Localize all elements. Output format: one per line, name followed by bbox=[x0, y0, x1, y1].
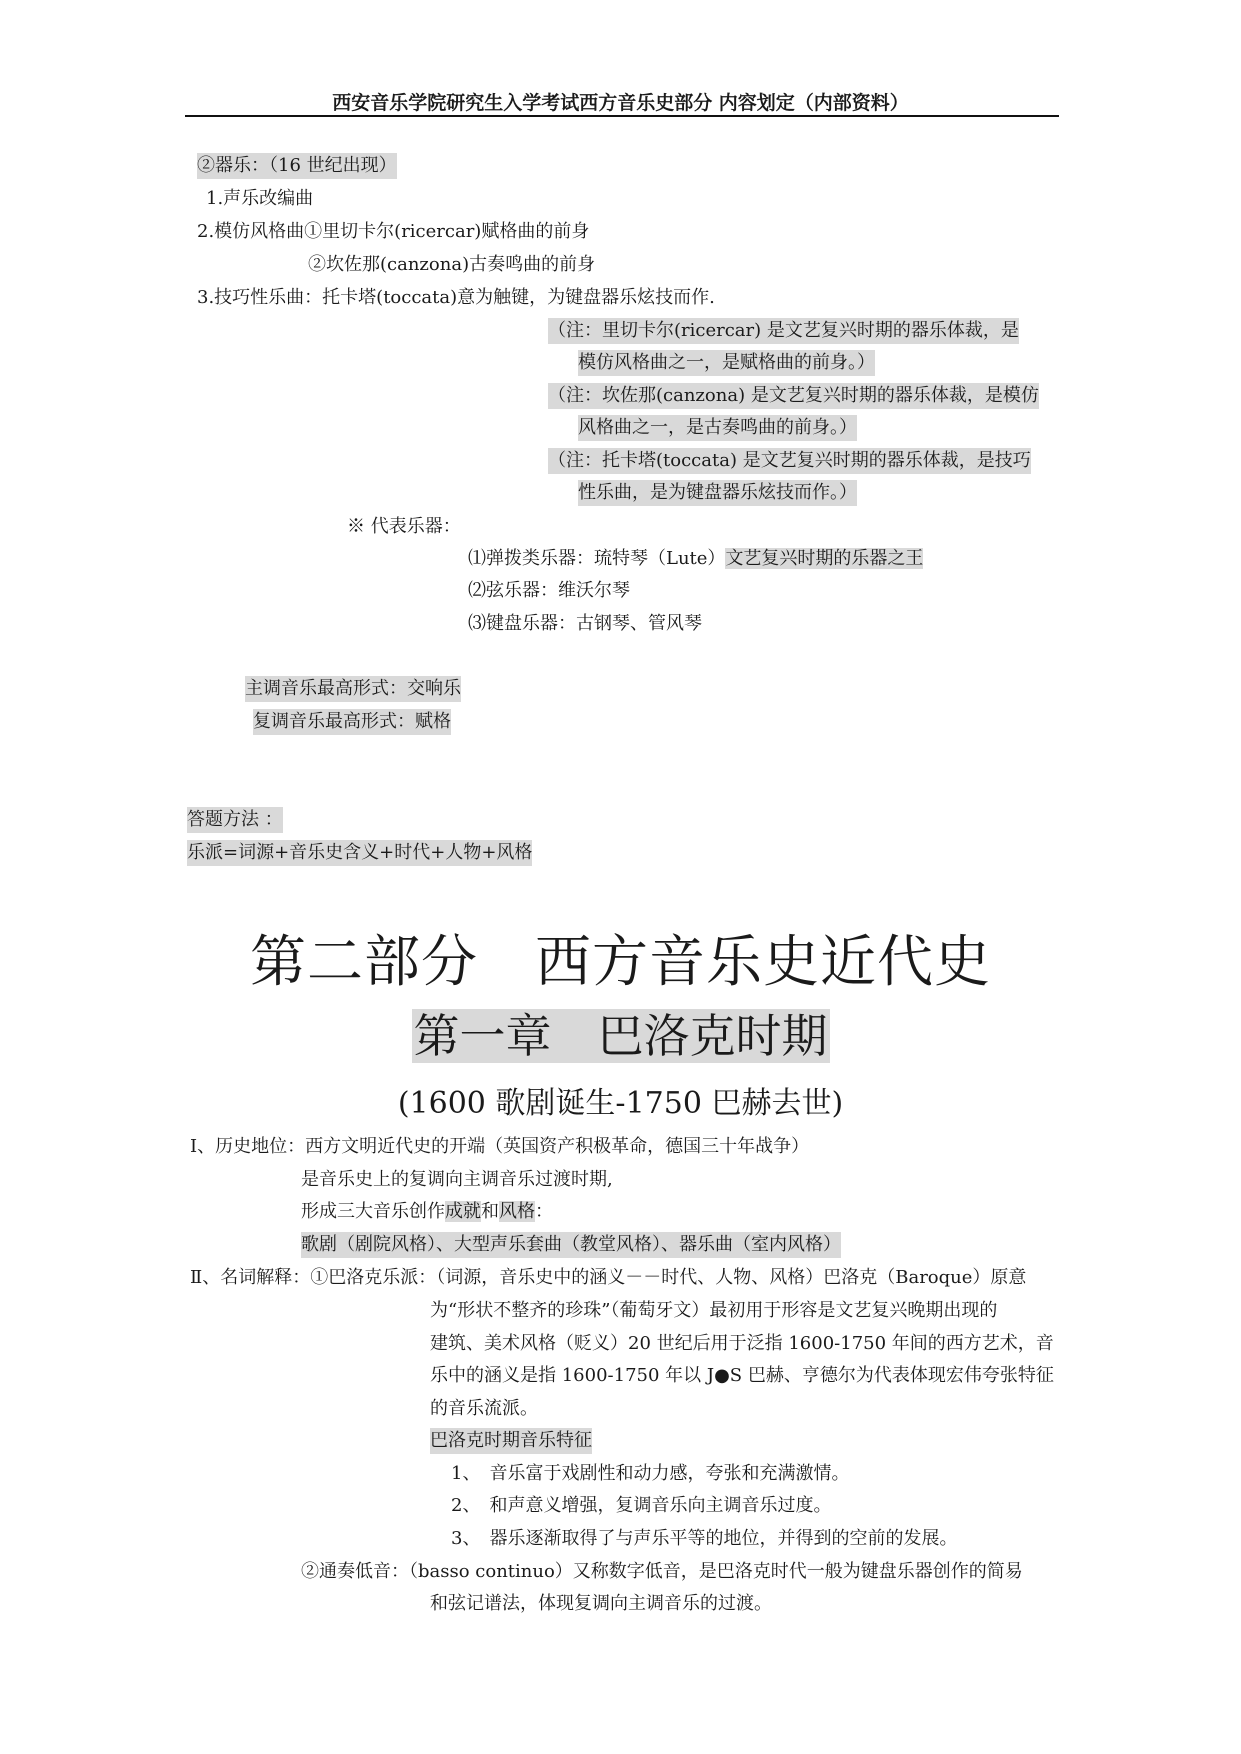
history-line-3-achievement: 成就 bbox=[445, 1201, 481, 1222]
part-title: 第二部分 西方音乐史近代史 bbox=[250, 930, 991, 995]
baroque-features-title: 巴洛克时期音乐特征 bbox=[430, 1428, 592, 1454]
answer-method-label: 答题方法 ： bbox=[187, 807, 283, 833]
history-line-3-colon: ： bbox=[535, 1201, 553, 1222]
history-line-3-and: 和 bbox=[481, 1201, 499, 1222]
plucked-note: 文艺复兴时期的乐器之王 bbox=[725, 548, 924, 569]
basso-continuo-line: ②通奏低音：（basso continuo）又称数字低音，是巴洛克时代一般为键盘乐器创作的简易 bbox=[301, 1561, 1023, 1582]
instrumental-item-1: 1.声乐改编曲 bbox=[206, 188, 314, 209]
history-line-3-a: 形成三大音乐创作 bbox=[301, 1201, 445, 1222]
representative-strings: ⑵弦乐器：维沃尔琴 bbox=[468, 580, 630, 601]
instrumental-item-2: 2.模仿风格曲①里切卡尔(ricercar)赋格曲的前身 bbox=[197, 221, 590, 242]
chapter-period: (1600 歌剧诞生-1750 巴赫去世) bbox=[397, 1086, 844, 1121]
homophonic-highest-form: 主调音乐最高形式：交响乐 bbox=[245, 676, 461, 702]
terms-baroque-line: Ⅱ、名词解释：①巴洛克乐派：（词源，音乐史中的涵义－－时代、人物、风格）巴洛克（Baroque）原意 bbox=[190, 1267, 1027, 1288]
terms-baroque-line-5: 的音乐流派。 bbox=[430, 1398, 538, 1419]
answer-method-formula: 乐派=词源+音乐史含义+时代+人物+风格 bbox=[187, 840, 532, 866]
note-toccata-line1: （注：托卡塔(toccata) 是文艺复兴时期的器乐体裁，是技巧 bbox=[548, 448, 1031, 474]
chapter-title bbox=[0, 1000, 1241, 1066]
terms-baroque-line-3: 建筑、美术风格（贬义）20 世纪后用于泛指 1600-1750 年间的西方艺术，音 bbox=[430, 1333, 1054, 1354]
note-ricercar-line1: （注：里切卡尔(ricercar) 是文艺复兴时期的器乐体裁，是 bbox=[548, 318, 1019, 344]
history-three-genres: 歌剧（剧院风格）、大型声乐套曲（教堂风格）、器乐曲（室内风格） bbox=[301, 1232, 841, 1258]
note-canzona-line1: （注：坎佐那(canzona) 是文艺复兴时期的器乐体裁，是模仿 bbox=[548, 383, 1039, 409]
basso-continuo-line-2: 和弦记谱法，体现复调向主调音乐的过渡。 bbox=[430, 1593, 772, 1614]
polyphonic-highest-form: 复调音乐最高形式：赋格 bbox=[253, 709, 451, 735]
representative-plucked bbox=[468, 546, 923, 572]
history-line-3 bbox=[301, 1199, 553, 1225]
note-ricercar-line2: 模仿风格曲之一，是赋格曲的前身。） bbox=[578, 350, 875, 376]
history-line-2: 是音乐史上的复调向主调音乐过渡时期, bbox=[301, 1169, 613, 1190]
baroque-feature-3: 3、 器乐逐渐取得了与声乐平等的地位，并得到的空前的发展。 bbox=[451, 1528, 958, 1549]
note-canzona-line2: 风格曲之一，是古奏鸣曲的前身。） bbox=[578, 415, 857, 441]
terms-baroque-line-2: 为“形状不整齐的珍珠”（葡萄牙文）最初用于形容是文艺复兴晚期出现的 bbox=[430, 1300, 998, 1321]
history-position-line: Ⅰ、历史地位：西方文明近代史的开端（英国资产积极革命，德国三十年战争） bbox=[190, 1136, 810, 1157]
instrumental-heading: ②器乐：（16 世纪出现） bbox=[197, 153, 397, 179]
instrumental-item-3: 3.技巧性乐曲：托卡塔(toccata)意为触键，为键盘器乐炫技而作. bbox=[197, 287, 715, 308]
chapter-title-text: 第一章 巴洛克时期 bbox=[413, 1009, 828, 1063]
representative-instruments-title: ※ 代表乐器： bbox=[347, 516, 461, 537]
instrumental-item-2b: ②坎佐那(canzona)古奏鸣曲的前身 bbox=[308, 254, 596, 275]
plucked-label: ⑴弹拨类乐器：琉特琴（Lute） bbox=[468, 548, 726, 569]
history-line-3-style: 风格 bbox=[499, 1201, 535, 1222]
baroque-feature-1: 1、 音乐富于戏剧性和动力感，夸张和充满激情。 bbox=[451, 1463, 850, 1484]
baroque-feature-2: 2、 和声意义增强，复调音乐向主调音乐过度。 bbox=[451, 1495, 832, 1516]
note-toccata-line2: 性乐曲，是为键盘器乐炫技而作。） bbox=[578, 480, 857, 506]
page-header-title: 西安音乐学院研究生入学考试西方音乐史部分 内容划定（内部资料） bbox=[332, 92, 909, 114]
representative-keyboard: ⑶键盘乐器：古钢琴、管风琴 bbox=[468, 613, 702, 634]
header-rule bbox=[185, 115, 1059, 117]
terms-baroque-line-4: 乐中的涵义是指 1600-1750 年以 J●S 巴赫、亨德尔为代表体现宏伟夸张特征 bbox=[430, 1365, 1054, 1386]
